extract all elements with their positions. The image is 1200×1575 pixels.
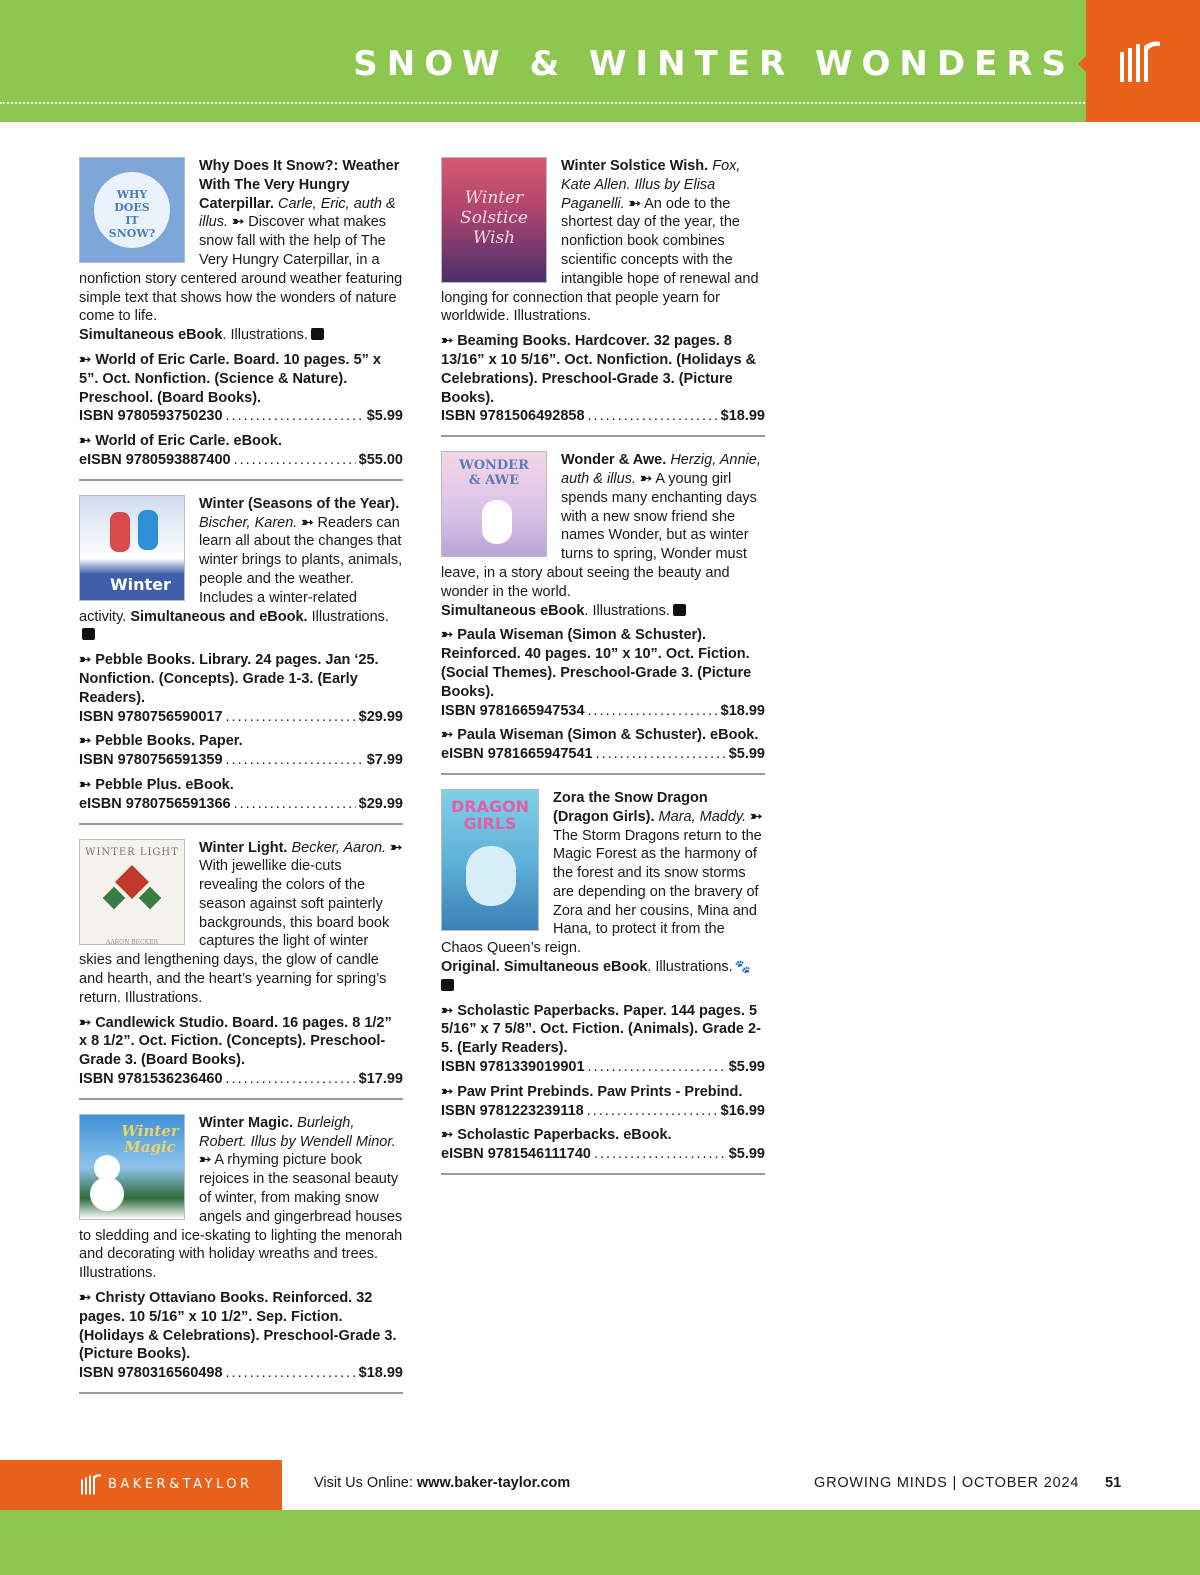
format-details: ➳ Scholastic Paperbacks. Paper. 144 pages. 5 5/16” x 7 5/8”. Oct. Fiction. (Animals). Grade 2-5. (Early Readers). xyxy=(441,1002,761,1057)
price: $5.99 xyxy=(728,1146,765,1163)
isbn-price-row xyxy=(441,407,765,426)
isbn-price-row xyxy=(441,702,765,721)
cover-title: DRAGON GIRLS xyxy=(450,796,530,833)
isbn-price-row xyxy=(79,751,403,770)
bottom-band xyxy=(0,1510,1200,1575)
paw-print-icon: 🐾 xyxy=(734,959,751,975)
isbn: eISBN 9781546111740 xyxy=(441,1146,591,1163)
book-summary: Discover what makes snow fall with the help of The Very Hungry Caterpillar, in a nonfiction story centered around weather featuring simple text that shows how the wonders of nature come to life. xyxy=(79,214,403,325)
cover-title: WHY DOES IT SNOW? xyxy=(108,188,156,240)
cover-title: Winter xyxy=(110,574,171,594)
isbn-price-row xyxy=(79,708,403,727)
section-title: SNOW & WINTER WONDERS xyxy=(353,44,1075,84)
book-summary: The Storm Dragons return to the Magic Forest as the harmony of the forest and its snow storms are depending on the bravery of Zora and her cousins, Mina and Hana, to protect it from the Chaos Queen’s reign. xyxy=(441,827,762,957)
book-entry xyxy=(79,1114,403,1394)
book-features: . Illustrations. xyxy=(584,602,670,619)
footer-logo xyxy=(0,1460,282,1510)
isbn-price-row xyxy=(79,451,403,470)
ebook-icon xyxy=(311,328,324,340)
book-title: Zora the Snow Dragon (Dragon Girls). xyxy=(553,789,708,825)
format-details: ➳ Pebble Plus. eBook. xyxy=(79,776,234,793)
book-features: Illustrations. xyxy=(307,608,389,625)
book-cover-winter-light xyxy=(79,839,185,945)
price: $5.99 xyxy=(366,408,403,425)
book-summary: An ode to the shortest day of the year, the nonfiction book combines scientific concepts with the intangible hope of renewal and longing for connection that people yearn for worldwide. Illustrations. xyxy=(441,195,759,325)
isbn-price-row xyxy=(79,1364,403,1383)
isbn: ISBN 9781536236460 xyxy=(79,1071,223,1088)
price: $18.99 xyxy=(720,408,765,425)
page-footer xyxy=(0,1460,1200,1510)
header-dotted-rule xyxy=(0,102,1085,104)
format-details: ➳ Paw Print Prebinds. Paw Prints - Prebind. xyxy=(441,1083,743,1100)
cover-author: AARON BECKER xyxy=(105,938,159,945)
ebook-icon xyxy=(82,628,95,640)
book-title: Winter Light. xyxy=(199,839,288,856)
isbn: ISBN 9781506492858 xyxy=(441,408,585,425)
book-cover-winter-magic xyxy=(79,1114,185,1220)
isbn: ISBN 9780756591359 xyxy=(79,752,223,769)
isbn: eISBN 9780756591366 xyxy=(79,795,231,812)
format-details: ➳ Beaming Books. Hardcover. 32 pages. 8 13/16” x 10 5/16”. Oct. Nonfiction. (Holidays & Celebrations). Preschool-Grade 3. (Picture Books). xyxy=(441,333,757,406)
isbn: ISBN 9780756590017 xyxy=(79,708,223,725)
book-entry xyxy=(441,789,765,1175)
price: $29.99 xyxy=(358,795,403,812)
book-author: Carle, Eric, auth & illus. xyxy=(199,195,396,231)
arrow-icon: ➳ xyxy=(390,839,403,856)
book-author: Fox, Kate Allen. Illus by Elisa Paganelli. xyxy=(561,158,741,212)
book-author: Bischer, Karen. xyxy=(199,514,298,531)
page-header xyxy=(0,0,1200,122)
isbn-price-row xyxy=(79,407,403,426)
isbn-price-row xyxy=(441,1145,765,1164)
book-features-bold: Simultaneous eBook xyxy=(79,327,223,344)
price: $18.99 xyxy=(720,702,765,719)
price: $5.99 xyxy=(728,746,765,763)
format-details: ➳ Scholastic Paperbacks. eBook. xyxy=(441,1127,672,1144)
page-number: 51 xyxy=(1105,1475,1122,1491)
website-link[interactable]: www.baker-taylor.com xyxy=(416,1475,571,1491)
isbn-price-row xyxy=(441,745,765,764)
arrow-icon: ➳ xyxy=(301,514,314,531)
isbn: eISBN 9781665947541 xyxy=(441,746,593,763)
book-title: Winter Solstice Wish. xyxy=(561,158,709,174)
book-summary: A young girl spends many enchanting days with a new snow friend she names Wonder, but as winter turns to spring, Wonder must leave, in a story about seeing the beauty and wonder in the world. xyxy=(441,470,757,600)
book-features: . Illustrations. xyxy=(647,959,733,976)
price: $16.99 xyxy=(720,1102,765,1119)
price: $55.00 xyxy=(358,451,403,468)
book-entry xyxy=(79,495,403,825)
isbn-price-row xyxy=(441,1102,765,1121)
baker-taylor-columns-icon xyxy=(1118,38,1162,84)
cover-title: WONDER & AWE xyxy=(459,458,529,489)
book-title: Winter Magic. xyxy=(199,1114,294,1131)
format-details: ➳ World of Eric Carle. eBook. xyxy=(79,433,282,450)
isbn-price-row xyxy=(441,1058,765,1077)
ebook-icon xyxy=(441,979,454,991)
book-entry xyxy=(79,157,403,481)
isbn: ISBN 9781665947534 xyxy=(441,702,585,719)
book-cover-winter-solstice-wish xyxy=(441,157,547,283)
isbn: ISBN 9781223239118 xyxy=(441,1102,584,1119)
isbn: ISBN 9780316560498 xyxy=(79,1365,223,1382)
visit-label: Visit Us Online: xyxy=(314,1475,417,1491)
book-author: Becker, Aaron. xyxy=(291,839,387,856)
book-features-bold: Simultaneous and eBook. xyxy=(130,608,308,625)
arrow-icon: ➳ xyxy=(199,1152,212,1169)
book-entry xyxy=(441,157,765,437)
footer-visit xyxy=(314,1475,570,1491)
book-features: . Illustrations. xyxy=(222,327,308,344)
book-entry xyxy=(79,839,403,1100)
isbn-price-row xyxy=(79,1070,403,1089)
isbn: ISBN 9780593750230 xyxy=(79,408,223,425)
price: $5.99 xyxy=(728,1059,765,1076)
book-summary: Readers can learn all about the changes that winter brings to plants, animals, people and the weather. Includes a winter-related activity. xyxy=(79,514,403,625)
book-cover-dragon-girls xyxy=(441,789,539,931)
book-summary: With jewellike die-cuts revealing the colors of the season against soft painterly backgrounds, this board book captures the light of winter skies and lengthening days, the glow of candle and hearth, and the heart’s yearning for spring’s return. Illustrations. xyxy=(79,858,390,1006)
price: $17.99 xyxy=(358,1071,403,1088)
ebook-icon xyxy=(673,604,686,616)
format-details: ➳ Candlewick Studio. Board. 16 pages. 8 1/2” x 8 1/2”. Oct. Fiction. (Concepts). Preschool-Grade 3. (Board Books). xyxy=(79,1014,392,1069)
book-title: Winter (Seasons of the Year). xyxy=(199,495,400,512)
format-details: ➳ World of Eric Carle. Board. 10 pages. 5” x 5”. Oct. Nonfiction. (Science & Nature). Preschool. (Board Books). xyxy=(79,351,381,406)
format-details: ➳ Christy Ottaviano Books. Reinforced. 32 pages. 10 5/16” x 10 1/2”. Sep. Fiction. (Holidays & Celebrations). Preschool-Grade 3. (Picture Books). xyxy=(79,1290,397,1363)
tab-notch xyxy=(1078,56,1086,72)
format-details: ➳ Paula Wiseman (Simon & Schuster). eBook. xyxy=(441,727,759,744)
book-author: Burleigh, Robert. Illus by Wendell Minor. xyxy=(199,1114,396,1150)
cover-title: Winter Magic xyxy=(121,1121,179,1156)
book-title: Why Does It Snow?: Weather With The Very Hungry Caterpillar. xyxy=(199,158,400,212)
book-entry xyxy=(441,451,765,775)
left-column xyxy=(79,157,403,1408)
book-features-bold: Simultaneous eBook xyxy=(441,602,585,619)
book-author: Mara, Maddy. xyxy=(658,808,747,825)
arrow-icon: ➳ xyxy=(640,470,653,487)
arrow-icon: ➳ xyxy=(232,214,245,231)
header-logo-tab xyxy=(1086,0,1200,122)
format-details: ➳ Pebble Books. Library. 24 pages. Jan ‘25. Nonfiction. (Concepts). Grade 1-3. (Early Readers). xyxy=(79,652,379,706)
arrow-icon: ➳ xyxy=(750,808,763,825)
book-title: Wonder & Awe. xyxy=(561,452,667,469)
cover-title: Winter Solstice Wish xyxy=(460,188,528,248)
right-column xyxy=(441,157,765,1189)
format-details: ➳ Pebble Books. Paper. xyxy=(79,733,243,750)
arrow-icon: ➳ xyxy=(628,195,641,212)
book-author: Herzig, Annie, auth & illus. xyxy=(561,452,761,487)
book-cover-winter-seasons xyxy=(79,495,185,601)
baker-taylor-columns-icon xyxy=(80,1472,102,1496)
cover-title: WINTER LIGHT xyxy=(85,846,179,858)
isbn-price-row xyxy=(79,795,403,814)
book-cover-wonder-and-awe xyxy=(441,451,547,557)
magazine-issue: GROWING MINDS | OCTOBER 2024 xyxy=(814,1475,1080,1491)
price: $7.99 xyxy=(366,752,403,769)
price: $29.99 xyxy=(358,708,403,725)
brand-name: BAKER&TAYLOR xyxy=(108,1477,253,1492)
book-features-bold: Original. Simultaneous eBook xyxy=(441,959,648,976)
price: $18.99 xyxy=(358,1365,403,1382)
format-details: ➳ Paula Wiseman (Simon & Schuster). Reinforced. 40 pages. 10” x 10”. Oct. Fiction. (Social Themes). Preschool-Grade 3. (Picture Books). xyxy=(441,627,752,700)
isbn: eISBN 9780593887400 xyxy=(79,451,231,468)
book-cover-why-does-it-snow xyxy=(79,157,185,263)
isbn: ISBN 9781339019901 xyxy=(441,1059,585,1076)
book-summary: A rhyming picture book rejoices in the seasonal beauty of winter, from making snow angels and gingerbread houses to sledding and ice-skating to lighting the menorah and decorating with holiday wreaths and trees. Illustrations. xyxy=(79,1152,403,1282)
